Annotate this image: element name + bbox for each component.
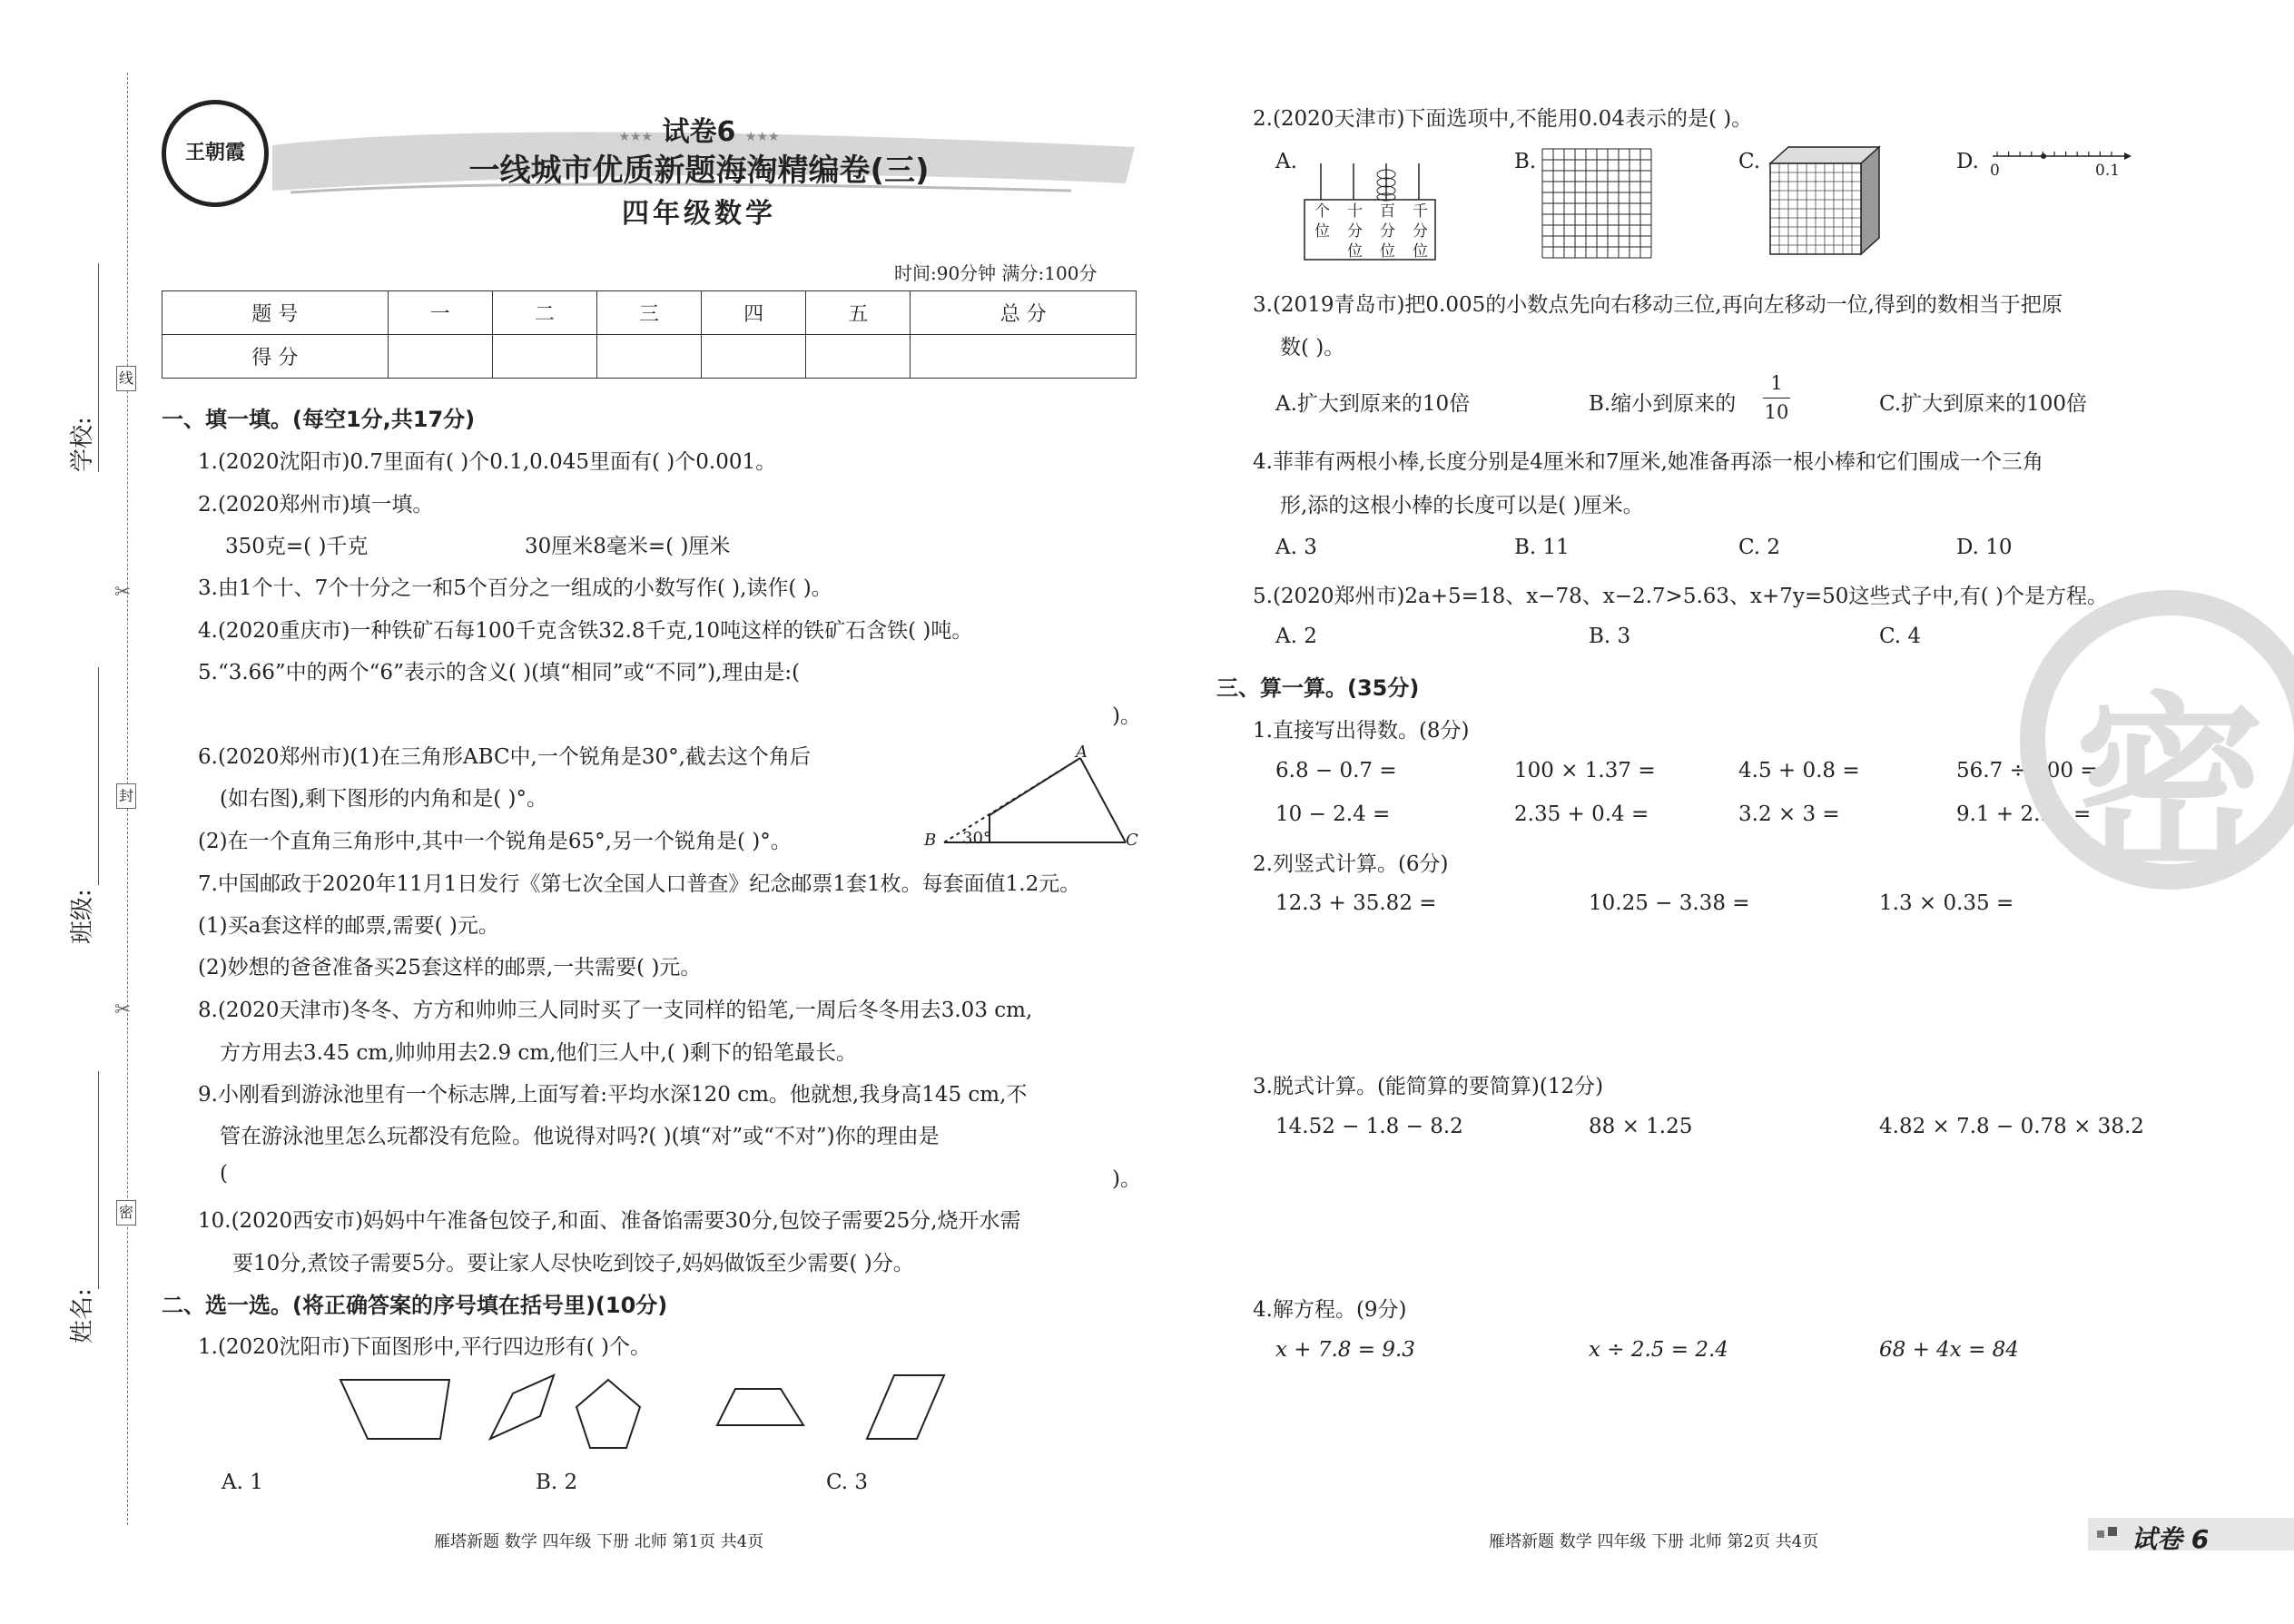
page-title: 一线城市优质新题海淘精编卷(三) [468, 153, 930, 189]
fraction-denominator: 10 [1764, 401, 1789, 423]
table-cell: 得 分 [162, 335, 389, 379]
option-b: B. [1514, 150, 1537, 173]
option-b: B. 2 [536, 1471, 578, 1494]
question-1-6b: (如右图),剩下图形的内角和是( )°。 [220, 787, 548, 811]
fraction-bar [1763, 398, 1790, 399]
vertical-calc-item: 10.25 − 3.38 = [1589, 891, 1750, 915]
page-footer: 雁塔新题 数学 四年级 下册 北师 第1页 共4页 [434, 1532, 764, 1551]
square-icon [2108, 1527, 2117, 1536]
vertical-calc-item: 1.3 × 0.35 = [1879, 891, 2014, 915]
score-input-cell[interactable] [388, 335, 492, 379]
option-a: A. 3 [1275, 536, 1317, 559]
calc-item: 4.5 + 0.8 = [1738, 759, 1860, 782]
star-icon: ★★★ [618, 130, 654, 144]
thousand-cube-figure [1761, 145, 1888, 259]
triangle-figure [917, 744, 1153, 858]
score-input-cell[interactable] [806, 335, 911, 379]
question-2-4a: 4.菲菲有两根小棒,长度分别是4厘米和7厘米,她准备再添一根小棒和它们围成一个三角 [1253, 450, 2043, 474]
table-cell: 四 [702, 291, 806, 335]
class-line [98, 667, 99, 885]
question-1-2: 2.(2020郑州市)填一填。 [198, 493, 434, 517]
option-c: C. 4 [1879, 625, 1922, 648]
option-b: B. 3 [1589, 625, 1631, 648]
question-1-7: 7.中国邮政于2020年11月1日发行《第七次全国人口普查》纪念邮票1套1枚。每套面值1.2元。 [198, 872, 1081, 896]
calc-item: 3.2 × 3 = [1738, 802, 1840, 826]
option-b: B. 11 [1514, 536, 1570, 559]
series-text: 试卷6 [662, 116, 736, 148]
equation-item: x + 7.8 = 9.3 [1275, 1338, 1415, 1362]
question-1-2b: 30厘米8毫米=( )厘米 [525, 535, 731, 558]
table-row [162, 335, 1137, 379]
page-subtitle: 四年级数学 [622, 198, 776, 230]
calc-item: 6.8 − 0.7 = [1275, 759, 1397, 782]
table-cell: 五 [806, 291, 911, 335]
school-line [98, 263, 99, 472]
scissors-icon: ✂ [114, 999, 132, 1021]
page-footer: 雁塔新题 数学 四年级 下册 北师 第2页 共4页 [1489, 1532, 1819, 1551]
question-1-3: 3.由1个十、7个十分之一和5个百分之一组成的小数写作( ),读作( )。 [198, 576, 832, 600]
quadrilateral-shapes [336, 1371, 971, 1452]
table-cell: 二 [492, 291, 596, 335]
stepwise-calc-item: 14.52 − 1.8 − 8.2 [1275, 1115, 1463, 1138]
triangle-vertex-a: A [1076, 743, 1088, 762]
question-3-1: 1.直接写出得数。(8分) [1253, 719, 1470, 743]
name-line [98, 1071, 99, 1289]
score-input-cell[interactable] [596, 335, 701, 379]
option-c: C. 2 [1738, 536, 1781, 559]
question-1-5: 5.“3.66”中的两个“6”表示的含义( )(填“相同”或“不同”),理由是:( [198, 661, 801, 684]
calc-item: 2.35 + 0.4 = [1514, 802, 1649, 826]
series-label [563, 109, 835, 149]
question-3-2: 2.列竖式计算。(6分) [1253, 852, 1449, 876]
question-2-3a: 3.(2019青岛市)把0.005的小数点先向右移动三位,再向左移动一位,得到的数相当于把原 [1253, 293, 2063, 317]
question-1-7a: (1)买a套这样的邮票,需要( )元。 [198, 914, 499, 938]
option-a: A.扩大到原来的10倍 [1275, 392, 1471, 416]
table-row [162, 291, 1137, 335]
calc-item: 9.1 + 2.91 = [1956, 802, 2092, 826]
question-3-3: 3.脱式计算。(能简算的要简算)(12分) [1253, 1075, 1604, 1098]
section-3-title: 三、算一算。(35分) [1216, 675, 1420, 701]
option-c: C. [1738, 150, 1761, 173]
triangle-angle-label: 30° [962, 829, 991, 848]
table-cell: 题 号 [162, 291, 389, 335]
abacus-label-thousandths: 千分位 [1413, 202, 1428, 261]
question-1-10b: 要10分,煮饺子需要5分。要让家人尽快吃到饺子,妈妈做饭至少需要( )分。 [232, 1252, 914, 1275]
triangle-vertex-b: B [924, 831, 937, 850]
question-2-5: 5.(2020郑州市)2a+5=18、x−78、x−2.7>5.63、x+7y=50这些式子中,有( )个是方程。 [1253, 585, 2109, 608]
fraction-numerator: 1 [1770, 372, 1783, 394]
question-2-4b: 形,添的这根小棒的长度可以是( )厘米。 [1280, 494, 1644, 517]
option-a: A. 1 [222, 1471, 263, 1494]
score-input-cell[interactable] [492, 335, 596, 379]
question-1-5-end: )。 [1112, 704, 1141, 728]
abacus-label-hundredths: 百分位 [1380, 202, 1395, 261]
option-a: A. 2 [1275, 625, 1317, 648]
star-icon: ★★★ [744, 130, 780, 144]
table-cell: 一 [388, 291, 492, 335]
seal-mark-mi: 密 [116, 1200, 136, 1225]
score-input-cell[interactable] [911, 335, 1137, 379]
class-label: 班级: [69, 889, 96, 944]
question-1-9c-end: )。 [1112, 1167, 1141, 1191]
question-1-4: 4.(2020重庆市)一种铁矿石每100千克含铁32.8千克,10吨这样的铁矿石含铁( )吨。 [198, 619, 973, 643]
table-cell: 总 分 [911, 291, 1137, 335]
calc-item: 56.7 ÷ 100 = [1956, 759, 2098, 782]
question-2-2: 2.(2020天津市)下面选项中,不能用0.04表示的是( )。 [1253, 107, 1753, 131]
exam-meta: 时间:90分钟 满分:100分 [894, 262, 1098, 284]
table-cell: 三 [596, 291, 701, 335]
hundred-grid-figure [1541, 148, 1652, 259]
option-b: B.缩小到原来的 [1589, 392, 1737, 416]
option-c: C. 3 [826, 1471, 869, 1494]
vertical-calc-item: 12.3 + 35.82 = [1275, 891, 1437, 915]
question-1-9b: 管在游泳池里怎么玩都没有危险。他说得对吗?( )(填“对”或“不对”)你的理由是 [220, 1125, 940, 1148]
question-1-8a: 8.(2020天津市)冬冬、方方和帅帅三人同时买了一支同样的铅笔,一周后冬冬用去3.03 cm, [198, 999, 1033, 1022]
abacus-label-ones: 个位 [1314, 202, 1330, 241]
question-1-7b: (2)妙想的爸爸准备买25套这样的邮票,一共需要( )元。 [198, 956, 702, 979]
calc-item: 10 − 2.4 = [1275, 802, 1391, 826]
question-1-6a: 6.(2020郑州市)(1)在三角形ABC中,一个锐角是30°,截去这个角后 [198, 745, 811, 769]
seal-mark-feng: 封 [116, 783, 136, 809]
logo-text: 王朝霞 [184, 142, 245, 164]
number-line-zero: 0 [1990, 162, 2000, 180]
question-1-9c: ( [220, 1162, 228, 1186]
stepwise-calc-item: 4.82 × 7.8 − 0.78 × 38.2 [1879, 1115, 2144, 1138]
abacus-label-tenths: 十分位 [1347, 202, 1363, 261]
section-2-title: 二、选一选。(将正确答案的序号填在括号里)(10分) [162, 1293, 668, 1318]
question-1-1: 1.(2020沈阳市)0.7里面有( )个0.1,0.045里面有( )个0.001。 [198, 450, 777, 474]
option-d: D. 10 [1956, 536, 2013, 559]
number-line-point-one: 0.1 [2095, 162, 2121, 180]
section-1-title: 一、填一填。(每空1分,共17分) [162, 407, 476, 432]
watermark-text: 密 [2073, 675, 2265, 898]
stepwise-calc-item: 88 × 1.25 [1589, 1115, 1693, 1138]
question-1-8b: 方方用去3.45 cm,帅帅用去2.9 cm,他们三人中,( )剩下的铅笔最长。 [220, 1041, 857, 1065]
seal-mark-xian: 线 [116, 366, 136, 391]
triangle-vertex-c: C [1126, 831, 1138, 850]
score-table [162, 290, 1137, 379]
option-c: C.扩大到原来的100倍 [1879, 392, 2087, 416]
corner-tag: 试卷 6 [2132, 1524, 2210, 1554]
watermark-seal [2020, 590, 2294, 898]
equation-item: x ÷ 2.5 = 2.4 [1589, 1338, 1728, 1362]
school-label: 学校: [69, 417, 96, 472]
option-d: D. [1956, 150, 1979, 173]
question-2-3b: 数( )。 [1280, 336, 1345, 359]
calc-item: 100 × 1.37 = [1514, 759, 1656, 782]
score-input-cell[interactable] [702, 335, 806, 379]
question-2-1: 1.(2020沈阳市)下面图形中,平行四边形有( )个。 [198, 1335, 651, 1359]
question-1-2a: 350克=( )千克 [225, 535, 369, 558]
equation-item: 68 + 4x = 84 [1879, 1338, 2019, 1362]
question-1-9a: 9.小刚看到游泳池里有一个标志牌,上面写着:平均水深120 cm。他就想,我身高145 cm,不 [198, 1083, 1028, 1107]
scissors-icon: ✂ [114, 581, 132, 604]
square-icon [2097, 1530, 2104, 1538]
logo-badge [162, 100, 269, 207]
option-a: A. [1275, 150, 1297, 173]
question-3-4: 4.解方程。(9分) [1253, 1298, 1407, 1322]
question-1-6c: (2)在一个直角三角形中,其中一个锐角是65°,另一个锐角是( )°。 [198, 830, 792, 853]
name-label: 姓名: [69, 1288, 96, 1343]
question-1-10a: 10.(2020西安市)妈妈中午准备包饺子,和面、准备馅需要30分,包饺子需要25分,烧开水需 [198, 1209, 1021, 1233]
